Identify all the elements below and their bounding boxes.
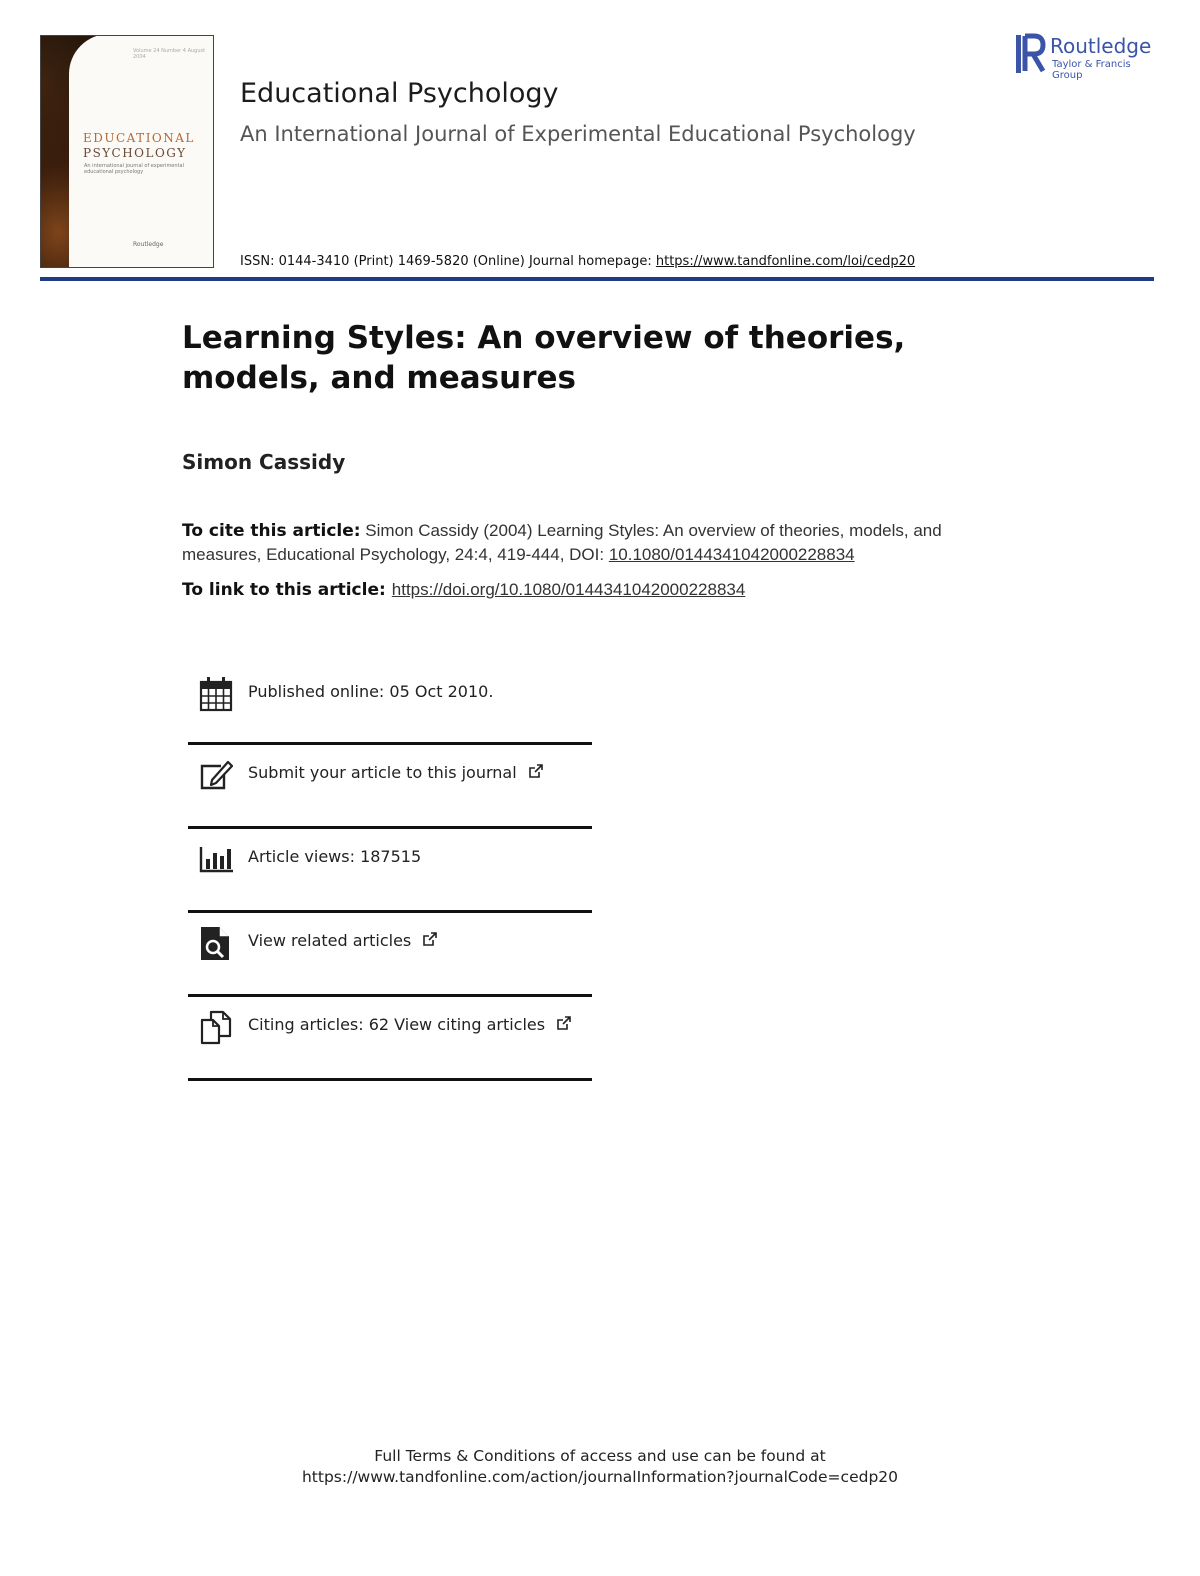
related-articles-link[interactable]: View related articles (248, 931, 412, 950)
submit-article-row[interactable] (188, 745, 592, 829)
journal-title: Educational Psychology (240, 78, 559, 109)
publisher-group: Taylor & Francis Group (1052, 59, 1131, 81)
footer-terms-text: Full Terms & Conditions of access and use can be found at (374, 1447, 826, 1465)
issn-text: ISSN: 0144-3410 (Print) 1469-5820 (Online) Journal homepage: (240, 254, 656, 269)
related-articles-row[interactable] (188, 913, 592, 997)
cover-title (83, 131, 213, 161)
submit-article-link[interactable]: Submit your article to this journal (248, 763, 517, 782)
edit-icon (199, 757, 233, 793)
issn-line (240, 254, 915, 269)
doi-link[interactable]: 10.1080/0144341042000228834 (608, 545, 855, 564)
citing-articles-row[interactable] (188, 997, 592, 1081)
article-views-text: Article views: 187515 (248, 847, 422, 866)
publisher-name: Routledge (1050, 34, 1152, 58)
external-link-icon (528, 763, 544, 779)
copy-documents-icon (199, 1009, 233, 1045)
related-articles-line (248, 931, 438, 950)
document-search-icon (199, 925, 233, 961)
submit-article-line (248, 763, 544, 782)
article-doi-url[interactable]: https://doi.org/10.1080/0144341042000228834 (391, 580, 746, 599)
article-title: Learning Styles: An overview of theories, models, and measures (182, 320, 906, 396)
cover-volume-line: Volume 24 Number 4 August 2004 (133, 48, 206, 60)
calendar-icon (199, 676, 233, 712)
article-info-list (188, 664, 592, 1081)
article-views-row (188, 829, 592, 913)
cover-title-line1: EDUCATIONAL (83, 131, 195, 145)
external-link-icon (556, 1015, 572, 1031)
published-online-text: Published online: 05 Oct 2010. (248, 682, 494, 701)
citing-articles-line (248, 1015, 572, 1034)
publisher-logo (1016, 33, 1156, 81)
footer (0, 1446, 1200, 1488)
cite-label: To cite this article: (182, 521, 361, 541)
routledge-r-icon (1016, 33, 1046, 75)
external-link-icon (422, 931, 438, 947)
journal-homepage-link[interactable]: https://www.tandfonline.com/loi/cedp20 (655, 254, 916, 269)
citing-articles-link[interactable]: Citing articles: 62 View citing articles (248, 1015, 546, 1034)
footer-terms-url[interactable]: https://www.tandfonline.com/action/journalInformation?journalCode=cedp20 (301, 1468, 899, 1486)
cover-subtitle: An international journal of experimental educational psychology (84, 163, 184, 175)
journal-cover-image (40, 35, 214, 268)
bar-chart-icon (199, 841, 233, 877)
cover-title-line2: PSYCHOLOGY (83, 146, 187, 160)
citation-text: Simon Cassidy (2004) Learning Styles: An overview of theories, models, and measures, Educational Psychology, 24:4, 419-444, DOI: (182, 521, 942, 564)
cover-publisher-mark: Routledge (133, 241, 164, 248)
article-author: Simon Cassidy (182, 450, 346, 474)
published-online-row (188, 664, 592, 745)
journal-subtitle: An International Journal of Experimental Educational Psychology (240, 122, 916, 146)
article-link-block (182, 580, 745, 600)
header-divider (40, 277, 1154, 281)
citation-block (182, 519, 1022, 566)
link-label: To link to this article: (182, 580, 386, 600)
